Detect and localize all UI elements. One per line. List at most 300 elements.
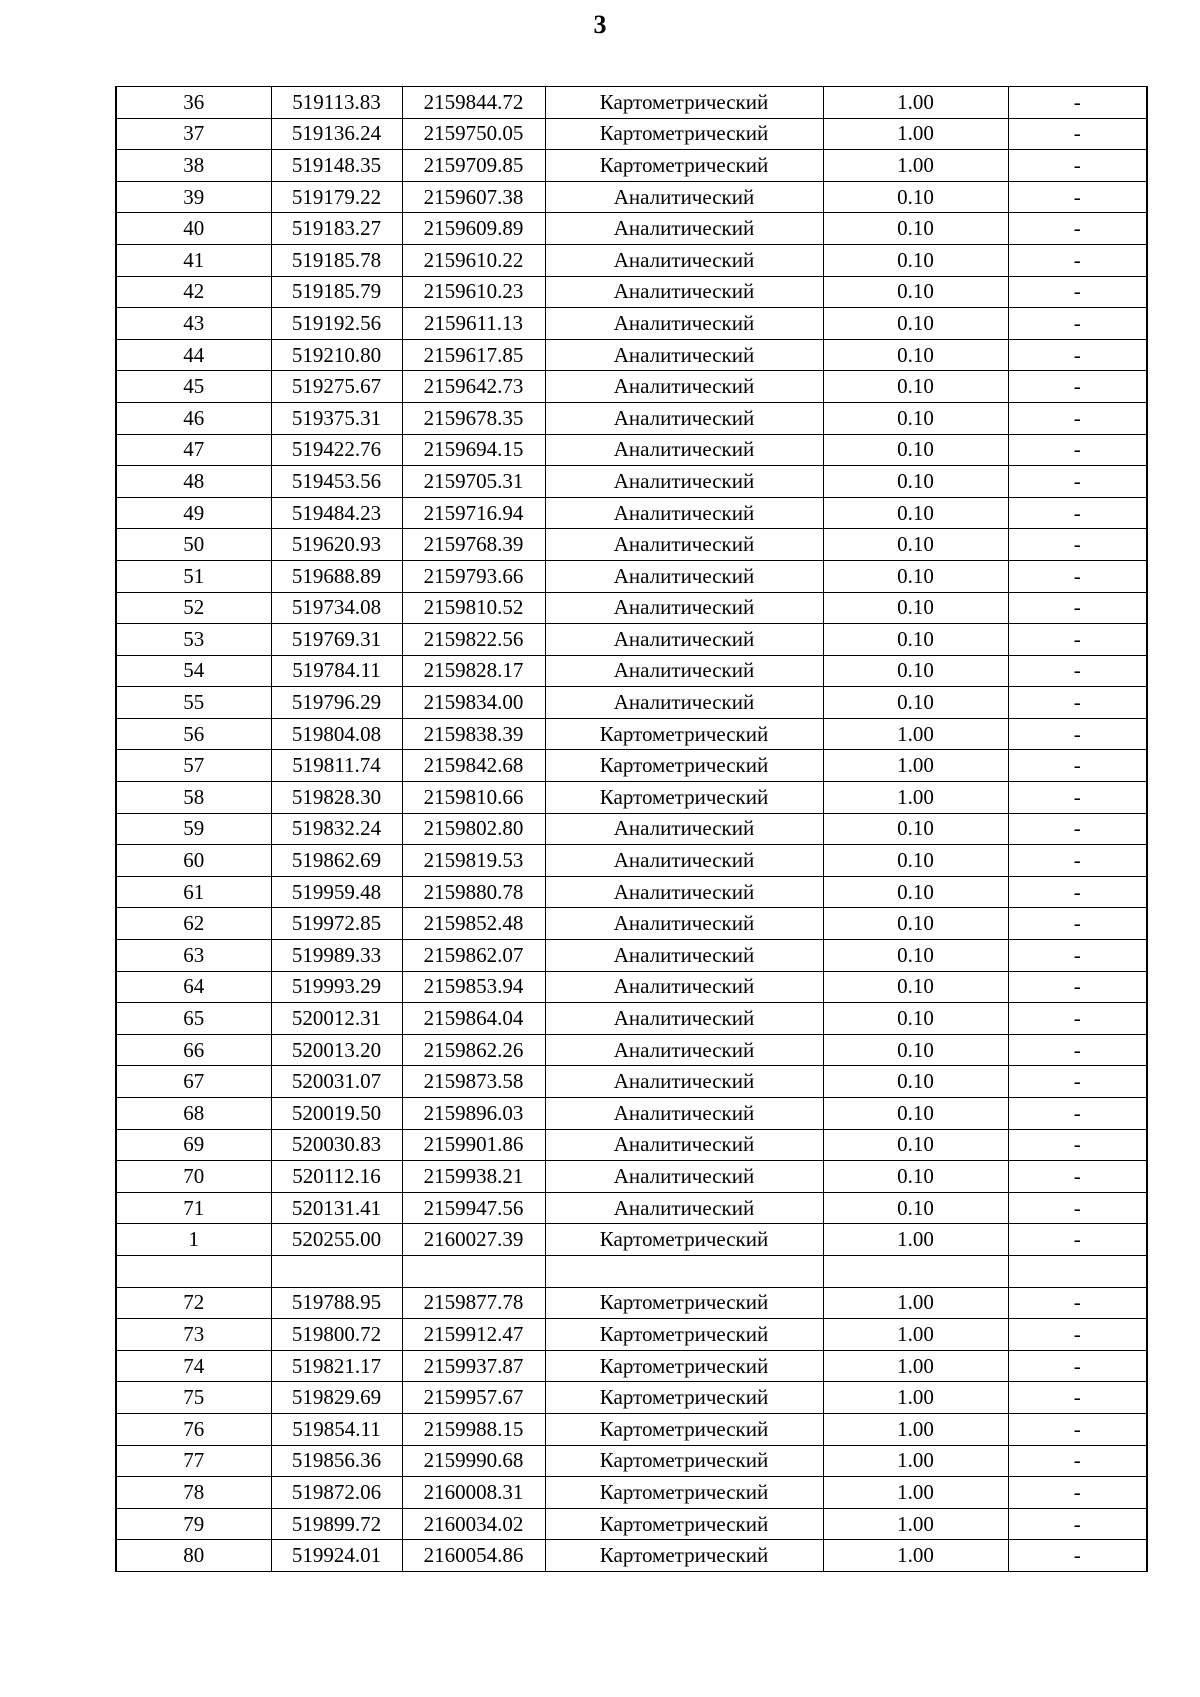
- description-cell: -: [1008, 624, 1147, 656]
- x-coordinate-cell: 519422.76: [271, 434, 402, 466]
- method-cell: Аналитический: [545, 813, 823, 845]
- x-coordinate-cell: 519210.80: [271, 339, 402, 371]
- accuracy-cell: 0.10: [823, 813, 1008, 845]
- accuracy-cell: 0.10: [823, 1192, 1008, 1224]
- method-cell: Картометрический: [545, 1445, 823, 1477]
- description-cell: -: [1008, 118, 1147, 150]
- description-cell: -: [1008, 592, 1147, 624]
- table-row: [116, 1224, 1147, 1256]
- y-coordinate-cell: 2159810.52: [402, 592, 545, 624]
- description-cell: -: [1008, 845, 1147, 877]
- point-number-cell: 77: [116, 1445, 271, 1477]
- x-coordinate-cell: 519862.69: [271, 845, 402, 877]
- x-coordinate-cell: 520255.00: [271, 1224, 402, 1256]
- method-cell: Картометрический: [545, 1382, 823, 1414]
- x-coordinate-cell: 519959.48: [271, 876, 402, 908]
- accuracy-cell: 0.10: [823, 1161, 1008, 1193]
- table-row: [116, 750, 1147, 782]
- x-coordinate-cell: 519185.78: [271, 244, 402, 276]
- description-cell: -: [1008, 213, 1147, 245]
- accuracy-cell: 0.10: [823, 244, 1008, 276]
- y-coordinate-cell: 2159610.22: [402, 244, 545, 276]
- table-row: [116, 592, 1147, 624]
- y-coordinate-cell: 2159937.87: [402, 1350, 545, 1382]
- accuracy-cell: 1.00: [823, 1540, 1008, 1572]
- point-number-cell: 67: [116, 1066, 271, 1098]
- x-coordinate-cell: 519854.11: [271, 1413, 402, 1445]
- table-row: [116, 718, 1147, 750]
- description-cell: -: [1008, 971, 1147, 1003]
- method-cell: Аналитический: [545, 655, 823, 687]
- accuracy-cell: 0.10: [823, 213, 1008, 245]
- point-number-cell: 59: [116, 813, 271, 845]
- y-coordinate-cell: 2159853.94: [402, 971, 545, 1003]
- accuracy-cell: 0.10: [823, 434, 1008, 466]
- point-number-cell: 42: [116, 276, 271, 308]
- y-coordinate-cell: 2159896.03: [402, 1098, 545, 1130]
- table-row: [116, 908, 1147, 940]
- description-cell: -: [1008, 1129, 1147, 1161]
- y-coordinate-cell: 2159862.07: [402, 940, 545, 972]
- table-row: [116, 1161, 1147, 1193]
- method-cell: Аналитический: [545, 402, 823, 434]
- method-cell: Аналитический: [545, 497, 823, 529]
- description-cell: -: [1008, 750, 1147, 782]
- description-cell: -: [1008, 308, 1147, 340]
- accuracy-cell: 1.00: [823, 1508, 1008, 1540]
- accuracy-cell: 1.00: [823, 1287, 1008, 1319]
- method-cell: Аналитический: [545, 1003, 823, 1035]
- method-cell: Картометрический: [545, 782, 823, 814]
- description-cell: -: [1008, 1382, 1147, 1414]
- method-cell: Картометрический: [545, 1540, 823, 1572]
- accuracy-cell: 1.00: [823, 1477, 1008, 1509]
- point-number-cell: 38: [116, 150, 271, 182]
- table-row: [116, 1287, 1147, 1319]
- accuracy-cell: 1.00: [823, 150, 1008, 182]
- accuracy-cell: [823, 1255, 1008, 1287]
- point-number-cell: 52: [116, 592, 271, 624]
- coordinates-table-body: [116, 87, 1147, 1572]
- description-cell: -: [1008, 339, 1147, 371]
- y-coordinate-cell: 2159938.21: [402, 1161, 545, 1193]
- x-coordinate-cell: 519183.27: [271, 213, 402, 245]
- accuracy-cell: 1.00: [823, 1224, 1008, 1256]
- point-number-cell: 1: [116, 1224, 271, 1256]
- description-cell: -: [1008, 1319, 1147, 1351]
- y-coordinate-cell: 2159864.04: [402, 1003, 545, 1035]
- point-number-cell: 60: [116, 845, 271, 877]
- table-row: [116, 1508, 1147, 1540]
- table-row: [116, 529, 1147, 561]
- method-cell: Картометрический: [545, 718, 823, 750]
- x-coordinate-cell: 519179.22: [271, 181, 402, 213]
- table-row: [116, 876, 1147, 908]
- point-number-cell: 64: [116, 971, 271, 1003]
- point-number-cell: 69: [116, 1129, 271, 1161]
- point-number-cell: 36: [116, 87, 271, 119]
- x-coordinate-cell: 519832.24: [271, 813, 402, 845]
- accuracy-cell: 0.10: [823, 529, 1008, 561]
- description-cell: -: [1008, 1066, 1147, 1098]
- y-coordinate-cell: 2159750.05: [402, 118, 545, 150]
- table-row: [116, 434, 1147, 466]
- accuracy-cell: 1.00: [823, 1413, 1008, 1445]
- y-coordinate-cell: 2159819.53: [402, 845, 545, 877]
- y-coordinate-cell: 2159822.56: [402, 624, 545, 656]
- y-coordinate-cell: 2159912.47: [402, 1319, 545, 1351]
- description-cell: -: [1008, 1445, 1147, 1477]
- description-cell: -: [1008, 276, 1147, 308]
- x-coordinate-cell: 519872.06: [271, 1477, 402, 1509]
- x-coordinate-cell: 519185.79: [271, 276, 402, 308]
- accuracy-cell: 1.00: [823, 782, 1008, 814]
- table-row: [116, 181, 1147, 213]
- method-cell: Аналитический: [545, 1034, 823, 1066]
- method-cell: Аналитический: [545, 339, 823, 371]
- y-coordinate-cell: 2159877.78: [402, 1287, 545, 1319]
- x-coordinate-cell: 519148.35: [271, 150, 402, 182]
- accuracy-cell: 0.10: [823, 1129, 1008, 1161]
- method-cell: Аналитический: [545, 592, 823, 624]
- y-coordinate-cell: 2159694.15: [402, 434, 545, 466]
- method-cell: Аналитический: [545, 1192, 823, 1224]
- point-number-cell: 37: [116, 118, 271, 150]
- x-coordinate-cell: 520019.50: [271, 1098, 402, 1130]
- table-row: [116, 1540, 1147, 1572]
- description-cell: [1008, 1255, 1147, 1287]
- table-row: [116, 213, 1147, 245]
- table-row: [116, 497, 1147, 529]
- accuracy-cell: 1.00: [823, 718, 1008, 750]
- description-cell: -: [1008, 434, 1147, 466]
- x-coordinate-cell: 519769.31: [271, 624, 402, 656]
- accuracy-cell: 1.00: [823, 1350, 1008, 1382]
- method-cell: Картометрический: [545, 1477, 823, 1509]
- table-row: [116, 339, 1147, 371]
- accuracy-cell: 1.00: [823, 750, 1008, 782]
- x-coordinate-cell: 519821.17: [271, 1350, 402, 1382]
- method-cell: Аналитический: [545, 1098, 823, 1130]
- point-number-cell: 48: [116, 466, 271, 498]
- x-coordinate-cell: 519804.08: [271, 718, 402, 750]
- method-cell: Аналитический: [545, 1129, 823, 1161]
- table-row: [116, 971, 1147, 1003]
- point-number-cell: 61: [116, 876, 271, 908]
- method-cell: Картометрический: [545, 118, 823, 150]
- y-coordinate-cell: 2159957.67: [402, 1382, 545, 1414]
- table-row: [116, 150, 1147, 182]
- table-row: [116, 1413, 1147, 1445]
- method-cell: Аналитический: [545, 876, 823, 908]
- description-cell: -: [1008, 1098, 1147, 1130]
- method-cell: Аналитический: [545, 940, 823, 972]
- table-row: [116, 1445, 1147, 1477]
- x-coordinate-cell: 519972.85: [271, 908, 402, 940]
- point-number-cell: 73: [116, 1319, 271, 1351]
- point-number-cell: 41: [116, 244, 271, 276]
- description-cell: -: [1008, 150, 1147, 182]
- description-cell: -: [1008, 402, 1147, 434]
- y-coordinate-cell: 2159709.85: [402, 150, 545, 182]
- method-cell: Картометрический: [545, 750, 823, 782]
- point-number-cell: 71: [116, 1192, 271, 1224]
- accuracy-cell: 0.10: [823, 276, 1008, 308]
- table-row: [116, 402, 1147, 434]
- table-row: [116, 1477, 1147, 1509]
- description-cell: -: [1008, 1034, 1147, 1066]
- description-cell: -: [1008, 497, 1147, 529]
- description-cell: -: [1008, 1161, 1147, 1193]
- description-cell: -: [1008, 1287, 1147, 1319]
- x-coordinate-cell: 519620.93: [271, 529, 402, 561]
- y-coordinate-cell: 2159862.26: [402, 1034, 545, 1066]
- table-row: [116, 1319, 1147, 1351]
- description-cell: -: [1008, 87, 1147, 119]
- point-number-cell: 39: [116, 181, 271, 213]
- description-cell: -: [1008, 1540, 1147, 1572]
- description-cell: -: [1008, 529, 1147, 561]
- method-cell: Картометрический: [545, 1224, 823, 1256]
- y-coordinate-cell: 2159901.86: [402, 1129, 545, 1161]
- description-cell: -: [1008, 1192, 1147, 1224]
- accuracy-cell: 0.10: [823, 308, 1008, 340]
- x-coordinate-cell: 519734.08: [271, 592, 402, 624]
- description-cell: -: [1008, 1003, 1147, 1035]
- table-row: [116, 308, 1147, 340]
- y-coordinate-cell: 2159768.39: [402, 529, 545, 561]
- accuracy-cell: 0.10: [823, 466, 1008, 498]
- table-row: [116, 244, 1147, 276]
- x-coordinate-cell: 519192.56: [271, 308, 402, 340]
- method-cell: Аналитический: [545, 1066, 823, 1098]
- point-number-cell: 46: [116, 402, 271, 434]
- point-number-cell: 57: [116, 750, 271, 782]
- x-coordinate-cell: 519993.29: [271, 971, 402, 1003]
- table-row: [116, 1192, 1147, 1224]
- x-coordinate-cell: 519856.36: [271, 1445, 402, 1477]
- y-coordinate-cell: 2159988.15: [402, 1413, 545, 1445]
- method-cell: Аналитический: [545, 529, 823, 561]
- accuracy-cell: 1.00: [823, 1319, 1008, 1351]
- accuracy-cell: 0.10: [823, 497, 1008, 529]
- method-cell: Аналитический: [545, 466, 823, 498]
- point-number-cell: [116, 1255, 271, 1287]
- description-cell: -: [1008, 940, 1147, 972]
- method-cell: Аналитический: [545, 308, 823, 340]
- accuracy-cell: 0.10: [823, 181, 1008, 213]
- table-row: [116, 118, 1147, 150]
- accuracy-cell: 0.10: [823, 339, 1008, 371]
- y-coordinate-cell: 2159705.31: [402, 466, 545, 498]
- y-coordinate-cell: 2159947.56: [402, 1192, 545, 1224]
- method-cell: Аналитический: [545, 213, 823, 245]
- x-coordinate-cell: 520030.83: [271, 1129, 402, 1161]
- y-coordinate-cell: 2159828.17: [402, 655, 545, 687]
- y-coordinate-cell: 2159990.68: [402, 1445, 545, 1477]
- accuracy-cell: 0.10: [823, 1003, 1008, 1035]
- point-number-cell: 76: [116, 1413, 271, 1445]
- y-coordinate-cell: 2159802.80: [402, 813, 545, 845]
- point-number-cell: 49: [116, 497, 271, 529]
- x-coordinate-cell: 520031.07: [271, 1066, 402, 1098]
- y-coordinate-cell: 2159609.89: [402, 213, 545, 245]
- table-row: [116, 1129, 1147, 1161]
- accuracy-cell: 1.00: [823, 1382, 1008, 1414]
- description-cell: -: [1008, 371, 1147, 403]
- y-coordinate-cell: 2159842.68: [402, 750, 545, 782]
- x-coordinate-cell: 519924.01: [271, 1540, 402, 1572]
- method-cell: Аналитический: [545, 244, 823, 276]
- point-number-cell: 56: [116, 718, 271, 750]
- point-number-cell: 79: [116, 1508, 271, 1540]
- accuracy-cell: 0.10: [823, 876, 1008, 908]
- accuracy-cell: 0.10: [823, 560, 1008, 592]
- table-row: [116, 1382, 1147, 1414]
- description-cell: -: [1008, 1477, 1147, 1509]
- method-cell: [545, 1255, 823, 1287]
- point-number-cell: 78: [116, 1477, 271, 1509]
- method-cell: Картометрический: [545, 150, 823, 182]
- y-coordinate-cell: 2159810.66: [402, 782, 545, 814]
- description-cell: -: [1008, 655, 1147, 687]
- description-cell: -: [1008, 244, 1147, 276]
- method-cell: Аналитический: [545, 687, 823, 719]
- method-cell: Картометрический: [545, 1319, 823, 1351]
- table-row: [116, 1350, 1147, 1382]
- table-row: [116, 1098, 1147, 1130]
- y-coordinate-cell: 2159611.13: [402, 308, 545, 340]
- accuracy-cell: 0.10: [823, 687, 1008, 719]
- x-coordinate-cell: [271, 1255, 402, 1287]
- table-row: [116, 687, 1147, 719]
- x-coordinate-cell: 519375.31: [271, 402, 402, 434]
- accuracy-cell: 0.10: [823, 592, 1008, 624]
- accuracy-cell: 1.00: [823, 118, 1008, 150]
- point-number-cell: 53: [116, 624, 271, 656]
- point-number-cell: 62: [116, 908, 271, 940]
- point-number-cell: 70: [116, 1161, 271, 1193]
- x-coordinate-cell: 519688.89: [271, 560, 402, 592]
- method-cell: Картометрический: [545, 87, 823, 119]
- description-cell: -: [1008, 466, 1147, 498]
- x-coordinate-cell: 519828.30: [271, 782, 402, 814]
- method-cell: Картометрический: [545, 1508, 823, 1540]
- y-coordinate-cell: 2159793.66: [402, 560, 545, 592]
- point-number-cell: 68: [116, 1098, 271, 1130]
- accuracy-cell: 0.10: [823, 971, 1008, 1003]
- point-number-cell: 63: [116, 940, 271, 972]
- method-cell: Картометрический: [545, 1287, 823, 1319]
- method-cell: Аналитический: [545, 276, 823, 308]
- accuracy-cell: 0.10: [823, 1034, 1008, 1066]
- point-number-cell: 65: [116, 1003, 271, 1035]
- description-cell: -: [1008, 560, 1147, 592]
- point-number-cell: 50: [116, 529, 271, 561]
- accuracy-cell: 0.10: [823, 624, 1008, 656]
- y-coordinate-cell: 2159873.58: [402, 1066, 545, 1098]
- description-cell: -: [1008, 181, 1147, 213]
- y-coordinate-cell: 2159678.35: [402, 402, 545, 434]
- y-coordinate-cell: 2159844.72: [402, 87, 545, 119]
- table-row: [116, 1066, 1147, 1098]
- method-cell: Картометрический: [545, 1413, 823, 1445]
- accuracy-cell: 0.10: [823, 845, 1008, 877]
- x-coordinate-cell: 519113.83: [271, 87, 402, 119]
- table-row: [116, 813, 1147, 845]
- x-coordinate-cell: 519800.72: [271, 1319, 402, 1351]
- accuracy-cell: 0.10: [823, 371, 1008, 403]
- table-row: [116, 276, 1147, 308]
- y-coordinate-cell: 2159838.39: [402, 718, 545, 750]
- y-coordinate-cell: 2159880.78: [402, 876, 545, 908]
- point-number-cell: 51: [116, 560, 271, 592]
- method-cell: Аналитический: [545, 181, 823, 213]
- y-coordinate-cell: 2159617.85: [402, 339, 545, 371]
- x-coordinate-cell: 519136.24: [271, 118, 402, 150]
- point-number-cell: 47: [116, 434, 271, 466]
- y-coordinate-cell: 2160008.31: [402, 1477, 545, 1509]
- y-coordinate-cell: 2159852.48: [402, 908, 545, 940]
- table-row: [116, 1003, 1147, 1035]
- method-cell: Аналитический: [545, 624, 823, 656]
- method-cell: Аналитический: [545, 908, 823, 940]
- description-cell: -: [1008, 876, 1147, 908]
- description-cell: -: [1008, 908, 1147, 940]
- x-coordinate-cell: 520112.16: [271, 1161, 402, 1193]
- accuracy-cell: 0.10: [823, 1066, 1008, 1098]
- accuracy-cell: 1.00: [823, 1445, 1008, 1477]
- y-coordinate-cell: 2159642.73: [402, 371, 545, 403]
- description-cell: -: [1008, 1224, 1147, 1256]
- point-number-cell: 45: [116, 371, 271, 403]
- x-coordinate-cell: 519811.74: [271, 750, 402, 782]
- point-number-cell: 55: [116, 687, 271, 719]
- accuracy-cell: 0.10: [823, 655, 1008, 687]
- x-coordinate-cell: 519453.56: [271, 466, 402, 498]
- accuracy-cell: 0.10: [823, 940, 1008, 972]
- table-row: [116, 655, 1147, 687]
- description-cell: -: [1008, 1350, 1147, 1382]
- x-coordinate-cell: 519796.29: [271, 687, 402, 719]
- x-coordinate-cell: 519899.72: [271, 1508, 402, 1540]
- method-cell: Аналитический: [545, 845, 823, 877]
- y-coordinate-cell: 2160034.02: [402, 1508, 545, 1540]
- point-number-cell: 72: [116, 1287, 271, 1319]
- point-number-cell: 66: [116, 1034, 271, 1066]
- y-coordinate-cell: 2160027.39: [402, 1224, 545, 1256]
- method-cell: Аналитический: [545, 371, 823, 403]
- x-coordinate-cell: 519275.67: [271, 371, 402, 403]
- point-number-cell: 54: [116, 655, 271, 687]
- table-row: [116, 624, 1147, 656]
- description-cell: -: [1008, 1508, 1147, 1540]
- point-number-cell: 80: [116, 1540, 271, 1572]
- table-row: [116, 845, 1147, 877]
- accuracy-cell: 0.10: [823, 1098, 1008, 1130]
- method-cell: Аналитический: [545, 971, 823, 1003]
- y-coordinate-cell: 2159834.00: [402, 687, 545, 719]
- point-number-cell: 40: [116, 213, 271, 245]
- description-cell: -: [1008, 782, 1147, 814]
- accuracy-cell: 1.00: [823, 87, 1008, 119]
- x-coordinate-cell: 519484.23: [271, 497, 402, 529]
- x-coordinate-cell: 520012.31: [271, 1003, 402, 1035]
- page-number: 3: [593, 10, 607, 39]
- method-cell: Аналитический: [545, 1161, 823, 1193]
- point-number-cell: 58: [116, 782, 271, 814]
- description-cell: -: [1008, 1413, 1147, 1445]
